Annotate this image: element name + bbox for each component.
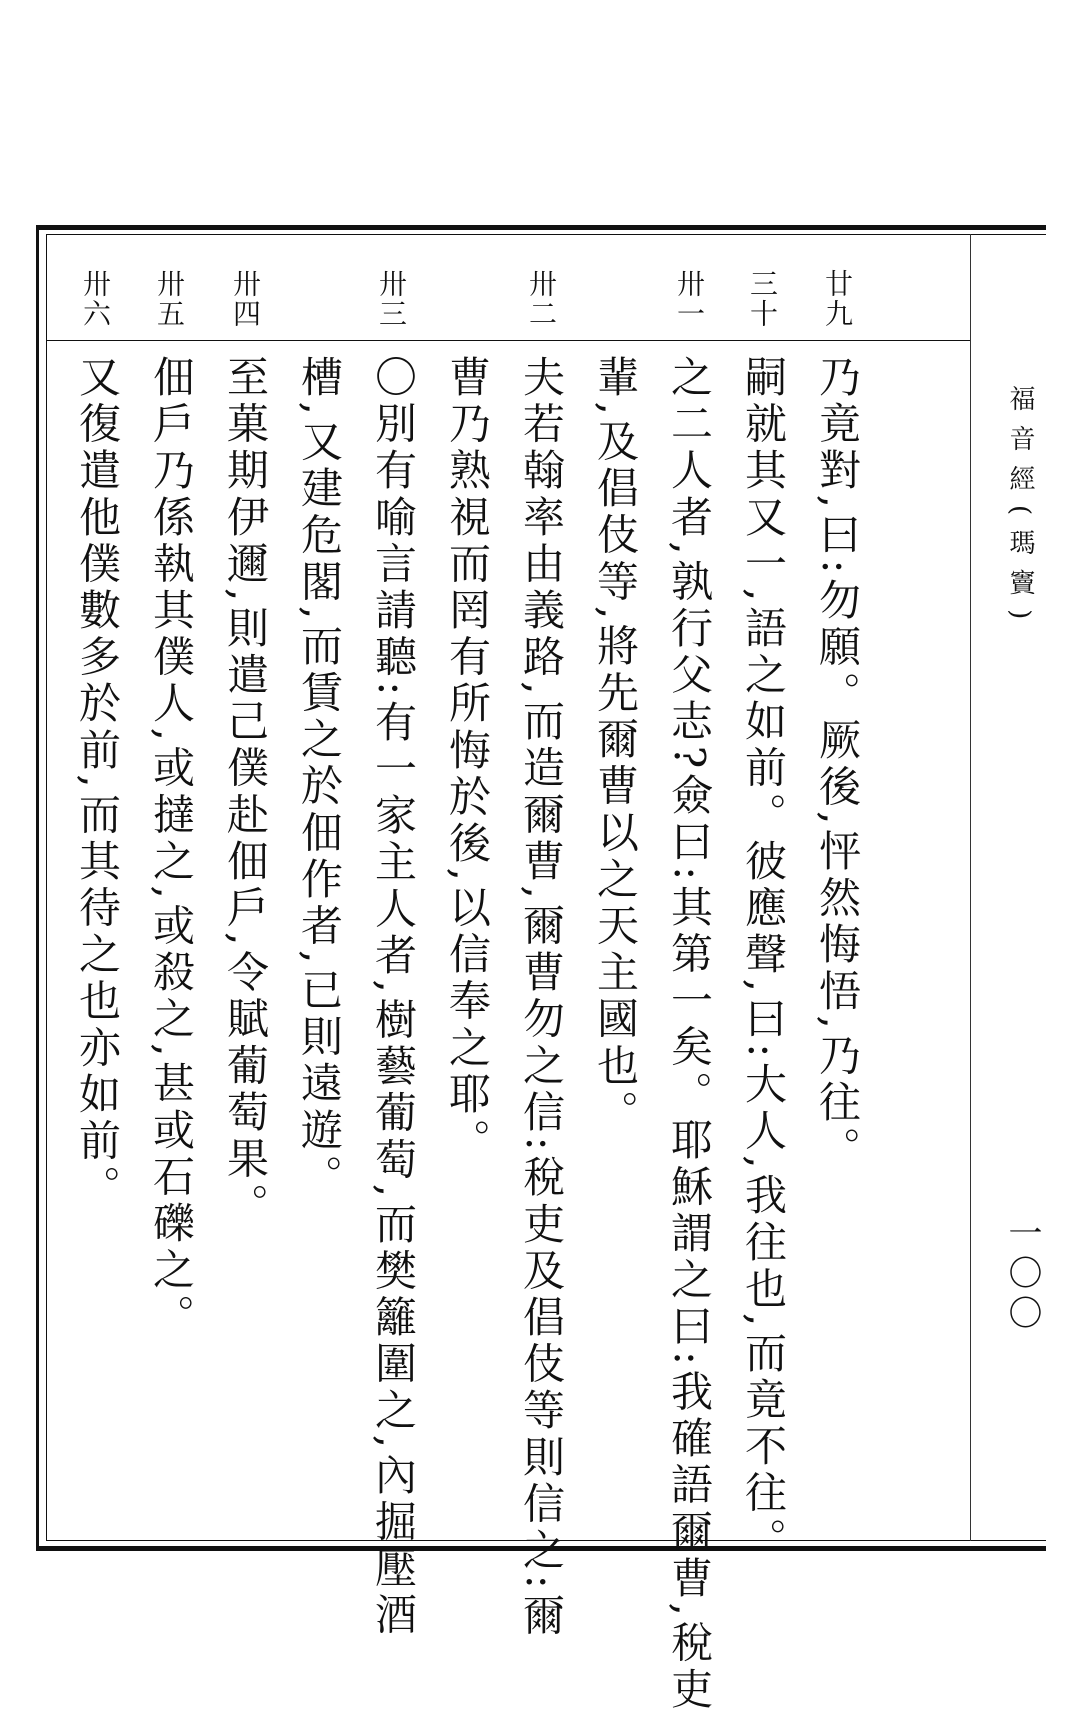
text-column: 曹乃熟視而罔有所悔於後,以信奉之耶。 <box>443 355 492 1166</box>
verse-number: 卅二 <box>525 269 558 329</box>
verse-number-rule <box>46 340 970 341</box>
text-column: 槽,又建危閣,而賃之於佃作者,已則遠遊。 <box>295 355 344 1202</box>
text-column: 又復遣他僕數多於前,而其待之也亦如前。 <box>73 355 122 1212</box>
verse-number: 廿九 <box>821 269 854 329</box>
text-column: 〇別有喻言請聽:有一家主人者,樹藝葡萄,而樊籬圍之,內掘壓酒 <box>369 355 418 1640</box>
verse-number: 卅六 <box>79 269 112 329</box>
verse-number: 三十 <box>746 269 779 329</box>
text-column: 佃戶乃係執其僕人,或撻之,或殺之,甚或石礫之。 <box>147 355 196 1341</box>
page-number: 一〇〇 <box>1002 1215 1042 1335</box>
text-column: 至菓期伊邇,則遣己僕赴佃戶,令賦葡萄果。 <box>221 355 270 1230</box>
text-column: 乃竟對,曰:勿願。厥後,怦然悔悟,乃往。 <box>813 355 862 1174</box>
verse-number: 卅三 <box>375 269 408 329</box>
verse-number: 卅五 <box>153 269 186 329</box>
text-column: 之二人者,孰行父志?僉曰:其第一矣。耶穌謂之曰:我確語爾曹,稅吏 <box>665 355 714 1714</box>
running-title: 福音經(瑪竇) <box>1005 385 1035 634</box>
verse-number: 卅四 <box>229 269 262 329</box>
verse-number: 卅一 <box>673 269 706 329</box>
margin-rule <box>970 234 971 1541</box>
text-column: 輩,及倡伎等,將先爾曹以之天主國也。 <box>591 355 640 1137</box>
text-column: 夫若翰率由義路,而造爾曹,爾曹勿之信:稅吏及倡伎等則信之:爾 <box>517 355 566 1641</box>
text-column: 嗣就其又一,語之如前。彼應聲,曰:大人,我往也,而竟不往。 <box>739 355 788 1564</box>
